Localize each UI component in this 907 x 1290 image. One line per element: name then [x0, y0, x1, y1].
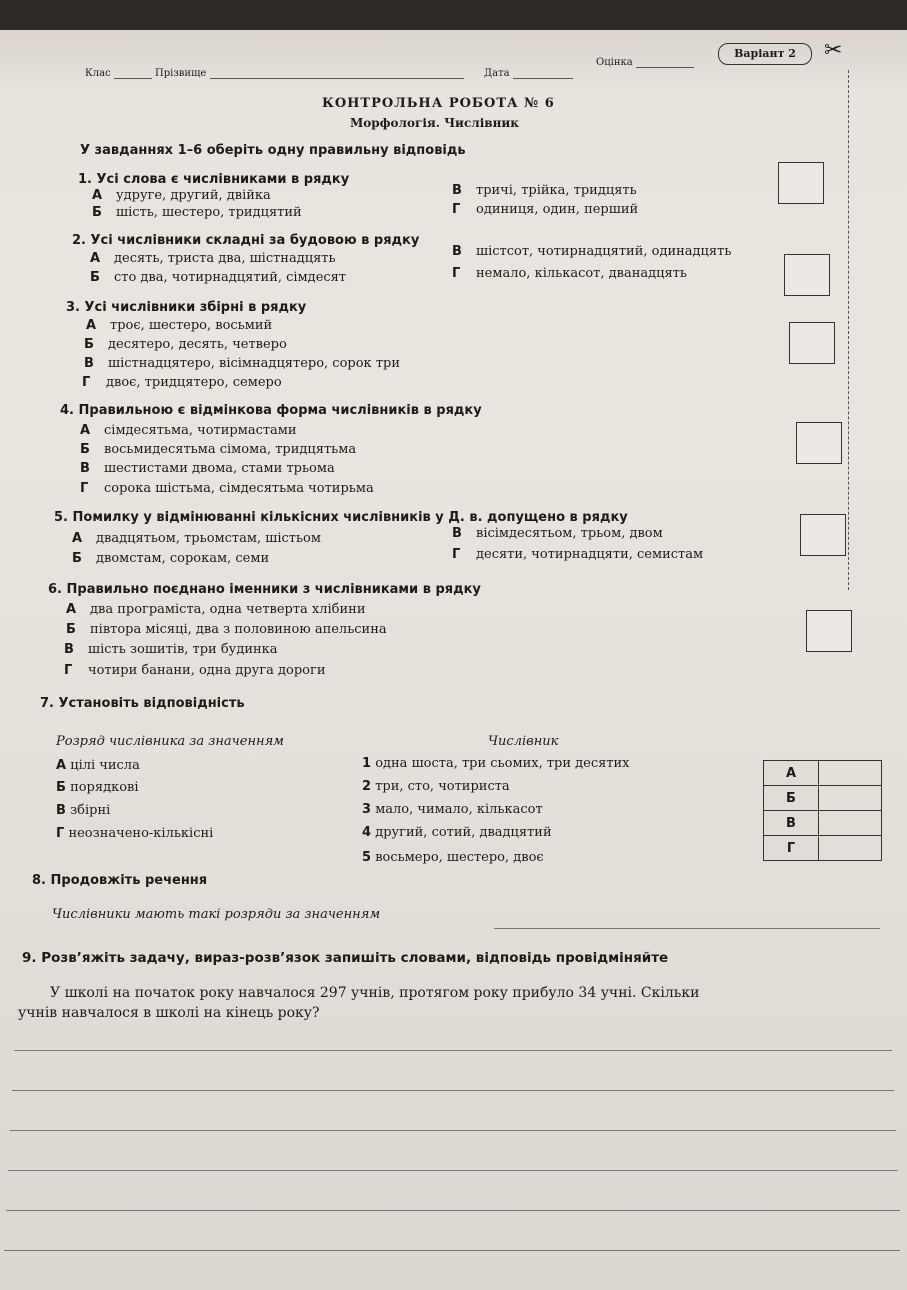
option-text: сто два, чотирнадцятий, сімдесят: [114, 270, 347, 285]
option-letter: А: [90, 251, 101, 266]
option-2g[interactable]: [452, 266, 687, 281]
option-3b[interactable]: [84, 337, 287, 352]
answer-line[interactable]: [12, 1090, 894, 1091]
q7-letter: А: [56, 758, 67, 773]
class-blank[interactable]: [114, 78, 152, 79]
grade-field[interactable]: [596, 57, 694, 68]
grid-row: [764, 836, 882, 861]
q7-letter: В: [56, 803, 66, 818]
surname-label: Прізвище: [155, 68, 207, 79]
option-2a[interactable]: [90, 251, 336, 266]
option-letter: Г: [452, 266, 461, 281]
date-label: Дата: [484, 68, 510, 79]
q9-text-line-2: учнів навчалося в школі на кінець року?: [18, 1005, 320, 1021]
option-letter: В: [64, 642, 74, 657]
option-letter: А: [66, 602, 77, 617]
option-2b[interactable]: [90, 270, 346, 285]
q7-letter: Б: [56, 780, 66, 795]
grid-answer-cell[interactable]: [819, 836, 882, 861]
option-text: шість зошитів, три будинка: [88, 642, 278, 657]
question-7: 7. Установіть відповідність: [40, 696, 245, 711]
q7-text: одна шоста, три сьомих, три десятих: [375, 756, 630, 771]
option-text: удруге, другий, двійка: [116, 188, 271, 203]
option-3a[interactable]: [86, 318, 272, 333]
test-subtitle: Морфологія. Числівник: [350, 116, 519, 130]
option-6b[interactable]: [66, 622, 387, 637]
option-text: немало, кількасот, дванадцять: [476, 266, 687, 281]
option-letter: Г: [64, 663, 73, 678]
option-text: шістсот, чотирнадцятий, одинадцять: [476, 244, 732, 259]
option-5v[interactable]: [452, 526, 663, 541]
surname-blank[interactable]: [210, 78, 464, 79]
grid-answer-cell[interactable]: [819, 761, 882, 786]
option-letter: Г: [452, 547, 461, 562]
option-letter: Б: [90, 270, 100, 285]
worksheet-page: [0, 30, 907, 1290]
option-text: двадцятьом, трьомстам, шістьом: [96, 531, 321, 546]
option-letter: Г: [452, 202, 461, 217]
grid-letter: Б: [764, 786, 819, 811]
option-5a[interactable]: [72, 531, 321, 546]
question-4: 4. Правильною є відмінкова форма числівників в рядку: [60, 403, 482, 418]
q7-text: восьмеро, шестеро, двоє: [375, 850, 544, 865]
q7-num: 2: [362, 779, 372, 794]
option-3g[interactable]: [82, 375, 282, 390]
q7-num: 1: [362, 756, 372, 771]
option-letter: Г: [82, 375, 91, 390]
q7-right-5: [362, 850, 544, 865]
grid-answer-cell[interactable]: [819, 786, 882, 811]
option-letter: А: [92, 188, 103, 203]
question-9: 9. Розв’яжіть задачу, вираз-розв’язок запишіть словами, відповідь провідміняйте: [22, 950, 669, 966]
option-6g[interactable]: [64, 663, 326, 678]
option-letter: Б: [72, 551, 82, 566]
q8-answer-line[interactable]: [494, 928, 880, 929]
answer-box-2[interactable]: [784, 254, 830, 296]
option-text: сорока шістьма, сімдесятьма чотирьма: [104, 481, 374, 496]
variant-badge: Варіант 2: [718, 43, 812, 65]
q7-answer-grid: [763, 760, 882, 861]
grade-blank[interactable]: [636, 67, 694, 68]
dark-top-border: [0, 0, 907, 30]
option-letter: Б: [66, 622, 76, 637]
class-field[interactable]: [85, 68, 464, 79]
answer-box-3[interactable]: [789, 322, 835, 364]
question-6: 6. Правильно поєднано іменники з числівниками в рядку: [48, 582, 481, 597]
q7-num: 3: [362, 802, 372, 817]
option-1a[interactable]: [92, 188, 271, 203]
option-1v[interactable]: [452, 183, 637, 198]
test-title: КОНТРОЛЬНА РОБОТА № 6: [322, 96, 555, 111]
q7-text: порядкові: [70, 780, 139, 795]
q7-left-header: Розряд числівника за значенням: [56, 734, 284, 749]
date-field[interactable]: [484, 68, 573, 79]
q7-text: цілі числа: [70, 758, 140, 773]
option-6a[interactable]: [66, 602, 366, 617]
option-5b[interactable]: [72, 551, 269, 566]
option-letter: Б: [80, 442, 90, 457]
option-letter: Б: [84, 337, 94, 352]
q7-right-1: [362, 756, 630, 771]
option-4b[interactable]: [80, 442, 356, 457]
scissors-icon: ✂: [824, 38, 843, 63]
option-text: десяти, чотирнадцяти, семистам: [476, 547, 704, 562]
answer-line[interactable]: [6, 1210, 900, 1211]
answer-line[interactable]: [4, 1250, 900, 1251]
option-letter: А: [86, 318, 97, 333]
answer-line[interactable]: [14, 1050, 892, 1051]
q7-letter: Г: [56, 826, 65, 841]
option-text: двоє, тридцятеро, семеро: [106, 375, 282, 390]
option-text: шість, шестеро, тридцятий: [116, 205, 302, 220]
option-text: одиниця, один, перший: [476, 202, 639, 217]
grid-letter: Г: [764, 836, 819, 861]
q7-text: три, сто, чотириста: [375, 779, 510, 794]
option-text: шістнадцятеро, вісімнадцятеро, сорок три: [108, 356, 400, 371]
option-4v[interactable]: [80, 461, 335, 476]
grid-row: [764, 811, 882, 836]
option-text: тричі, трійка, тридцять: [476, 183, 637, 198]
option-letter: А: [72, 531, 83, 546]
q7-left-a: [56, 758, 140, 773]
q7-right-header: Числівник: [488, 734, 559, 749]
answer-line[interactable]: [8, 1170, 898, 1171]
answer-box-5[interactable]: [800, 514, 846, 556]
question-8: 8. Продовжіть речення: [32, 873, 208, 888]
option-text: два програміста, одна четверта хлібини: [90, 602, 366, 617]
cut-line: [848, 70, 849, 590]
option-text: півтора місяці, два з половиною апельсина: [90, 622, 387, 637]
answer-box-4[interactable]: [796, 422, 842, 464]
q7-right-2: [362, 779, 510, 794]
option-letter: Г: [80, 481, 89, 496]
question-5: 5. Помилку у відмінюванні кількісних числівників у Д. в. допущено в рядку: [54, 510, 628, 525]
option-letter: В: [80, 461, 90, 476]
option-6v[interactable]: [64, 642, 278, 657]
date-blank[interactable]: [513, 78, 573, 79]
grid-letter: А: [764, 761, 819, 786]
option-letter: Б: [92, 205, 102, 220]
option-letter: В: [84, 356, 94, 371]
q9-text-line-1: У школі на початок року навчалося 297 учнів, протягом року прибуло 34 учні. Скільки: [50, 985, 700, 1001]
instruction: У завданнях 1–6 оберіть одну правильну відповідь: [80, 143, 466, 158]
q7-left-b: [56, 780, 139, 795]
q7-text: збірні: [70, 803, 111, 818]
q7-text: другий, сотий, двадцятий: [375, 825, 552, 840]
answer-box-6[interactable]: [806, 610, 852, 652]
question-2: 2. Усі числівники складні за будовою в рядку: [72, 233, 420, 248]
q7-left-v: [56, 803, 110, 818]
option-text: двомстам, сорокам, семи: [96, 551, 270, 566]
option-letter: В: [452, 244, 462, 259]
q7-text: мало, чимало, кількасот: [375, 802, 543, 817]
option-letter: А: [80, 423, 91, 438]
class-label: Клас: [85, 68, 111, 79]
option-letter: В: [452, 526, 462, 541]
option-1b[interactable]: [92, 205, 302, 220]
option-text: вісімдесятьом, трьом, двом: [476, 526, 663, 541]
option-text: троє, шестеро, восьмий: [110, 318, 273, 333]
q7-left-g: [56, 826, 213, 841]
grid-row: [764, 761, 882, 786]
grid-answer-cell[interactable]: [819, 811, 882, 836]
option-text: шестистами двома, стами трьома: [104, 461, 335, 476]
q7-right-4: [362, 825, 552, 840]
question-1: 1. Усі слова є числівниками в рядку: [78, 172, 350, 187]
option-text: десятеро, десять, четверо: [108, 337, 287, 352]
option-5g[interactable]: [452, 547, 703, 562]
option-4g[interactable]: [80, 481, 374, 496]
q7-right-3: [362, 802, 543, 817]
grid-letter: В: [764, 811, 819, 836]
q7-text: неозначено-кількісні: [68, 826, 214, 841]
option-1g[interactable]: [452, 202, 638, 217]
q7-num: 4: [362, 825, 372, 840]
option-text: восьмидесятьма сімома, тридцятьма: [104, 442, 357, 457]
option-text: десять, триста два, шістнадцять: [114, 251, 336, 266]
option-text: чотири банани, одна друга дороги: [88, 663, 326, 678]
option-letter: В: [452, 183, 462, 198]
grade-label: Оцінка: [596, 57, 633, 68]
option-2v[interactable]: [452, 244, 731, 259]
grid-row: [764, 786, 882, 811]
q8-prompt: Числівники мають такі розряди за значенням: [52, 907, 381, 922]
answer-box-1[interactable]: [778, 162, 824, 204]
option-4a[interactable]: [80, 423, 297, 438]
answer-line[interactable]: [10, 1130, 896, 1131]
q7-num: 5: [362, 850, 372, 865]
option-text: сімдесятьма, чотирмастами: [104, 423, 297, 438]
question-3: 3. Усі числівники збірні в рядку: [66, 300, 307, 315]
option-3v[interactable]: [84, 356, 400, 371]
